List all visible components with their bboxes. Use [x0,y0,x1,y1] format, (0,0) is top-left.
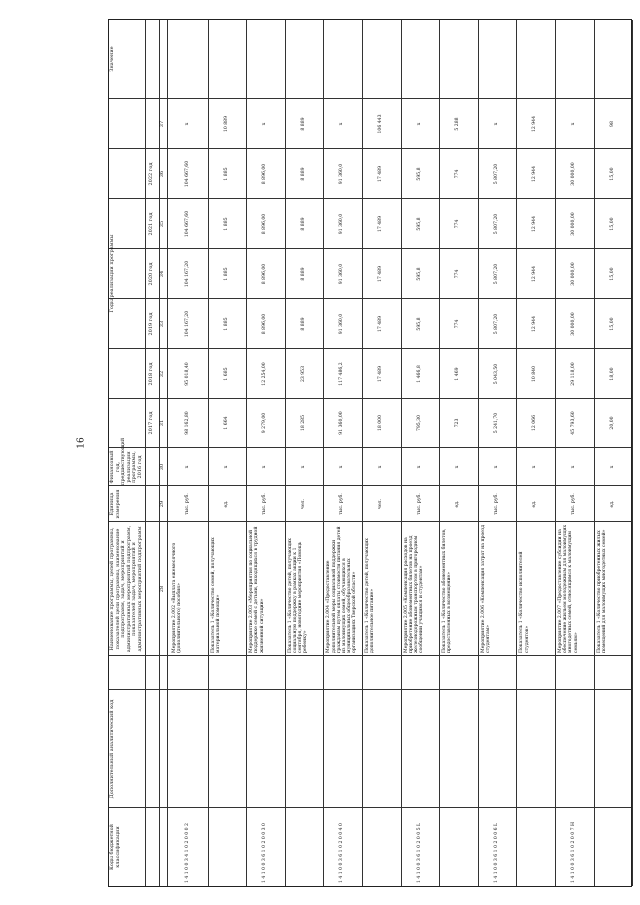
row-y2022: 595,8 [416,167,422,181]
row-y2021: 8 889 [300,217,306,231]
year-2018: 2018 год [148,362,154,386]
row-divider [478,20,479,886]
row-y2020: 774 [455,269,461,279]
row-y2022: 104 667,60 [185,160,190,188]
colnum-28: 28 [159,585,165,593]
row-y2018: 95 018,40 [185,362,190,386]
row-y2022: 1 885 [223,167,229,181]
row-y2020: 15,00 [609,267,615,281]
row-y2018: 117 486,2 [339,362,345,386]
row-y2022: 5 807,20 [493,163,499,185]
row-value: 5 288 [455,117,461,131]
row-divider [632,20,633,886]
row-divider [594,20,595,886]
colnum-31: 31 [159,419,165,427]
row-name: Мероприятие 2.006 «Компенсация затрат на проезд студентам» [480,524,491,653]
row-y2021: 12 944 [532,215,538,233]
row-unit: ед. [223,500,229,508]
row-codes: 1 4 1 0 0 3 6 1 0 2 0 0 5 L [416,822,422,883]
row-y2019: 5 807,20 [493,313,499,335]
row-y2020: 1 885 [223,267,229,281]
row-value: 12 944 [532,115,538,133]
row-divider [401,20,402,886]
row-divider [439,20,440,886]
row-value: 106 443 [378,114,383,134]
row-y2021: 91 360,0 [339,213,345,235]
row-y2019: 774 [455,319,461,329]
row-name: Показатель 1 «Количество абонементных билетов, предоставленных в возмещение» [442,528,453,653]
row-codes: 1 4 1 0 0 3 6 1 0 2 0 0 7 Н [571,822,576,883]
header-codes: Коды бюджетной классификации [109,824,121,870]
row-y2018: 1 685 [223,367,229,381]
row-fin-year: x [339,465,345,469]
colnum-34: 34 [159,270,165,278]
row-unit: ед. [609,500,615,508]
row-name: Мероприятие 2.005 «Компенсация расходов на приобретение абонементных билетов на проезд железнодорожным транспортом в пригородном сообщении учащимся и студентам» [403,535,425,653]
row-y2019: 104 167,20 [185,310,190,338]
row-value: x [416,122,422,126]
row-y2021: 17 489 [378,215,383,233]
row-unit: чел. [300,498,306,510]
year-2020: 2020 год [148,262,154,286]
row-fin-year: x [493,465,499,469]
row-value: 98 [609,121,615,127]
row-value: 8 889 [300,117,306,131]
colnum-37: 37 [159,120,165,128]
row-divider [555,20,556,886]
colnum-32: 32 [159,370,165,378]
row-y2018: 23 953 [300,365,306,383]
row-y2021: 30 000,00 [571,212,576,236]
row-fin-year: x [532,465,538,469]
row-unit: тыс. руб. [185,493,190,515]
row-y2018: 17 489 [378,365,383,383]
row-y2017: 18 285 [300,414,306,432]
year-2021: 2021 год [148,212,154,236]
row-unit: тыс. руб. [339,493,345,515]
row-y2019: 91 360,0 [339,313,345,335]
colnum-29: 29 [159,500,165,508]
row-y2021: 595,8 [416,217,422,231]
row-name: Показатель 1 «Количество семей, получающих материальной помощи» [210,537,221,653]
row-y2018: 1 469 [455,367,461,381]
row-y2017: 91 360,00 [339,411,345,435]
row-divider [246,20,247,886]
row-y2021: 774 [455,219,461,229]
row-y2017: 45 793,60 [571,411,576,435]
row-divider [208,20,209,886]
header-years-impl: Годы реализации программы [109,234,115,313]
row-fin-year: x [571,465,576,469]
year-2017: 2017 год [148,411,154,435]
row-divider [285,20,286,886]
row-y2021: 1 885 [223,217,229,231]
row-y2017: 9 279,00 [262,412,268,434]
row-name: Показатель 1 «Количество детей, получающих дополнительное питание» [365,538,376,653]
row-value: 10 889 [223,115,229,133]
row-value: x [339,122,345,126]
row-y2022: 8 889 [300,167,306,181]
row-y2020: 8 896,00 [262,263,268,285]
row-fin-year: x [223,465,229,469]
row-fin-year: x [262,465,268,469]
row-codes: 1 4 1 0 0 3 6 1 0 2 0 0 6 L [493,822,499,883]
row-y2018: 10 840 [532,365,538,383]
row-name: Показатель 1 «Количество детей, получающих социальную поддержку в рамках акции к 1 сентября, новогодние мероприятия «Помощь ребенку» [287,538,309,653]
row-y2022: 12 944 [532,165,538,183]
row-value: x [262,122,268,126]
row-name: Мероприятие 2.003 «Мероприятия по социальной поддержке семей с детьми, находящихся в трудной жизненной ситуации» [249,526,265,653]
colnum-36: 36 [159,170,165,178]
row-y2017: 12 066 [532,414,538,432]
row-codes: 1 4 1 0 0 3 4 1 0 2 0 0 0 2 [185,823,190,883]
colnum-33: 33 [159,320,165,328]
row-y2019: 595,8 [416,317,422,331]
row-y2020: 104 167,20 [185,260,190,288]
row-y2018: 12 254,00 [262,362,268,386]
row-name: Мероприятие 2.004 «Предоставление дополнительной меры социальной поддержки гражданам путем оплаты стоимости питания детей из малоимущих семей, обучающихся в муниципальных общеобразовательных организациях Тверской области» [326,526,358,653]
row-y2021: 104 667,60 [185,210,190,238]
year-2019: 2019 год [148,312,154,336]
row-unit: ед. [532,500,538,508]
row-y2020: 5 807,20 [493,263,499,285]
row-y2019: 1 885 [223,317,229,331]
row-unit: тыс. руб. [262,493,268,515]
row-y2019: 12 944 [532,315,538,333]
row-y2017: 1 664 [223,416,229,430]
row-y2022: 91 360,0 [339,163,345,185]
row-y2017: 723 [455,418,461,428]
year-2022: 2022 год [148,162,154,186]
row-y2017: 98 162,80 [185,411,190,435]
row-value: x [571,122,576,126]
colnum-30: 30 [159,463,165,471]
row-y2021: 15,00 [609,217,615,231]
row-y2017: 5 241,70 [493,412,499,434]
row-y2022: 15,00 [609,167,615,181]
row-y2020: 91 360,0 [339,263,345,285]
row-fin-year: x [378,465,383,469]
row-y2017: 795,30 [416,414,422,432]
row-y2020: 8 889 [300,267,306,281]
header-unit: Единица измерения [109,489,121,519]
row-name: Мероприятие 2.002 «Выплата ежемесячного (дополнительного) пособия» [172,542,183,653]
row-y2017: 18 000 [378,414,383,432]
header-value: Значение [109,46,115,72]
row-unit: тыс. руб. [493,493,499,515]
row-y2019: 8 896,00 [262,313,268,335]
row-value: x [185,122,190,126]
row-unit: чел. [378,498,383,510]
row-name: Мероприятие 2.007 «Предоставление субсидии на обеспечение жильем молодежным для малоимущих многодетных семей, относящимся к малоимущим семьям» [558,524,579,653]
row-y2020: 12 944 [532,265,538,283]
program-table [108,19,632,887]
row-divider [362,20,363,886]
row-unit: ед. [455,500,461,508]
row-y2019: 17 489 [378,315,383,333]
header-additional-code: Дополнительный аналитический код [109,699,115,799]
row-y2022: 17 489 [378,165,383,183]
page-number: 16 [76,437,87,449]
row-unit: тыс. руб. [416,493,422,515]
row-y2021: 8 896,00 [262,213,268,235]
row-y2019: 8 889 [300,317,306,331]
row-y2017: 20,00 [609,416,615,430]
row-fin-year: x [185,465,190,469]
row-name: Показатель 1 «Количество исполнителей студентов» [519,551,530,653]
row-y2020: 595,8 [416,267,422,281]
row-divider [323,20,324,886]
row-y2019: 15,00 [609,317,615,331]
row-y2022: 774 [455,169,461,179]
header-name: Наименование программы, целей программы, показателей цели программы, наименование подпрограмм, задач, мероприятий и административных мероприятий подпрограмм, показателей задач, мероприятий и административных мероприятий подпрограмм [109,525,143,653]
row-fin-year: x [300,465,306,469]
row-y2022: 30 000,00 [571,162,576,186]
row-y2019: 30 000,00 [571,312,576,336]
row-y2020: 30 000,00 [571,262,576,286]
row-fin-year: x [416,465,422,469]
row-y2018: 29 118,00 [571,362,576,386]
row-codes: 1 4 1 0 0 3 6 1 0 2 0 0 3 0 [262,823,268,883]
row-fin-year: x [609,465,615,469]
header-fin-year: Финансовый год, предшествующий реализации программы, 2016 год [109,437,143,485]
row-value: x [493,122,499,126]
row-fin-year: x [455,465,461,469]
row-y2022: 8 896,00 [262,163,268,185]
row-y2018: 1 466,8 [416,365,422,383]
row-codes: 1 4 1 0 0 3 6 1 0 2 0 0 4 0 [339,823,345,883]
row-y2018: 18,00 [609,367,615,381]
row-unit: тыс. руб. [571,493,576,515]
row-y2020: 17 489 [378,265,383,283]
row-divider [516,20,517,886]
row-y2021: 5 807,20 [493,213,499,235]
row-y2018: 5 043,50 [493,363,499,385]
colnum-35: 35 [159,220,165,228]
row-name: Показатель 1 «Количество приобретенных жилых помещений для малоимущих многодетных семей» [596,529,607,653]
